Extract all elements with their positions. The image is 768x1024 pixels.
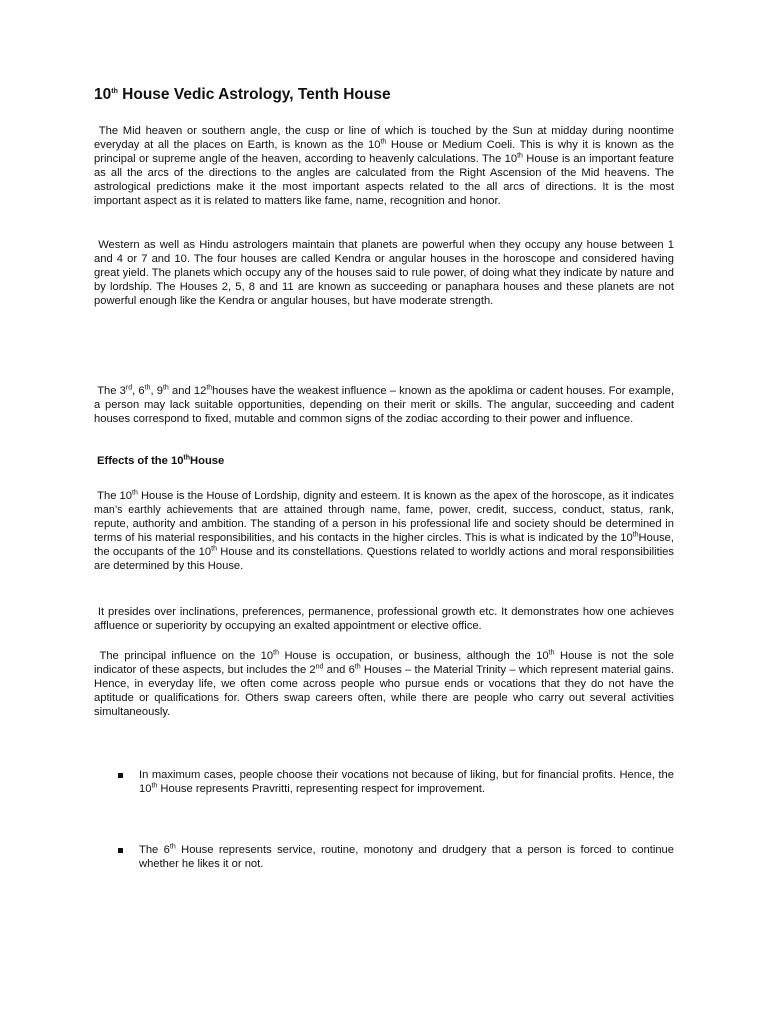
bullet-2-text-b: House represents service, routine, monotony and drudgery that a person is forced to continue whether he likes it or not.: [139, 844, 674, 871]
subhead-text: Effects of the 10: [97, 455, 184, 467]
p6-sup-c: nd: [315, 663, 324, 671]
p3-sup-a: rd: [125, 384, 133, 392]
p6-sup-d: th: [354, 663, 361, 671]
square-bullet-icon: [118, 773, 123, 778]
p3-text-e: houses have the weakest influence – known as the apoklima or cadent houses. For example, a person may lack suitable opportunities, depending on their merit or skills. The angular, succeeding and cadent houses correspond to fixed, mutable and common signs of the zodiac according to their power and influence.: [94, 385, 674, 426]
p3-text-b: , 6: [132, 385, 145, 397]
p6-text-b: House is occupation, or business, although the 10: [278, 650, 549, 662]
p6-text-c: House is not the sole indicator of these aspects, but includes the 2: [94, 650, 675, 677]
p1-text-a: The Mid heaven or southern angle, the cusp or line of which is touched by the Sun at midday during noontime everyday at all the places on Earth, is known as the 10: [94, 125, 674, 152]
paragraph-angular-houses: [94, 238, 674, 308]
square-bullet-icon: [118, 848, 123, 853]
paragraph-house-of-lordship: [94, 489, 674, 574]
p4-text-b: House is the House of Lordship, dignity and esteem. It is known as the apex of the: [137, 490, 552, 502]
p4-text-a: The 10: [97, 490, 132, 502]
p4-text-c: credit, success, conduct, status, rank, repute, authority and ambition. The standing of a person in his professional life and society should be determined in terms of his material responsibilities, and his contacts in the higher circles. This is what is indicated by the 10: [94, 504, 674, 545]
p4-text-narrow: horoscope, as it indicates man’s earthly achievements that are attained through name, fame, power,: [94, 490, 674, 517]
p5-text: It presides over inclinations, preferences, permanence, professional growth etc. It demonstrates how one achieves affluence or superiority by occupying an exalted appointment or elective office.: [94, 606, 674, 633]
title-text: House Vedic Astrology, Tenth House: [117, 86, 391, 103]
p4-text-d: House, the occupants of the 10: [94, 532, 674, 559]
p1-text-c: House is an important feature as all the arcs of the directions to the angles are calculated from the Right Ascension of the Mid heavens. The astrological predictions make it the most important aspects related to the all arcs of directions. It is the most important aspect as it is related to matters like fame, name, recognition and honor.: [94, 153, 674, 208]
section-heading-effects: [97, 455, 224, 467]
list-item: [118, 843, 674, 871]
p1-sup-b: th: [517, 152, 523, 160]
paragraph-cadent-houses: [94, 384, 674, 426]
list-item-text: [139, 768, 674, 796]
p3-text-d: and 12: [168, 385, 207, 397]
p2-text: Western as well as Hindu astrologers maintain that planets are powerful when they occupy any house between 1 and 4 or 7 and 10. The four houses are called Kendra or angular houses in the horoscope and considered having great yield. The planets which occupy any of the houses said to rule power, of doing what they indicate by nature and by lordship. The Houses 2, 5, 8 and 11 are known as succeeding or panaphara houses and these planets are not powerful enough like the Kendra or angular houses, but have moderate strength.: [94, 239, 675, 308]
p6-sup-a: th: [273, 649, 279, 657]
p4-sup-d: th: [211, 545, 217, 553]
p4-sup-a: th: [132, 489, 138, 497]
page-title: [94, 86, 391, 104]
subhead-superscript: th: [183, 454, 191, 462]
title-superscript: th: [111, 87, 118, 95]
p4-text-e: House and its constellations. Questions related to worldly actions and moral responsibilities are determined by this House.: [94, 546, 675, 573]
subhead-house: House: [190, 455, 225, 467]
p3-sup-d: th: [206, 384, 213, 392]
p3-text-a: The 3: [97, 385, 126, 397]
p6-text-a: The principal influence on the 10: [99, 650, 274, 662]
bullet-2-text-a: The 6: [139, 844, 170, 856]
paragraph-inclinations: [94, 605, 674, 633]
paragraph-principal-influence: [94, 649, 674, 719]
p3-sup-b: th: [144, 384, 151, 392]
list-item-text: [139, 843, 674, 871]
p4-sup-c: th: [632, 531, 639, 539]
p1-text-b: House or Medium Coeli. This is why it is known as the principal or supreme angle of the heaven, according to heavenly calculations. The 10: [94, 139, 674, 166]
bullet-1-text-a: In maximum cases, people choose their vocations not because of liking, but for financial profits. Hence, the 10: [139, 769, 674, 796]
title-number: 10: [94, 86, 112, 103]
bullet-1-sup: th: [151, 782, 158, 790]
p3-text-c: , 9: [150, 385, 163, 397]
bullet-1-text-b: House represents Pravritti, representing respect for improvement.: [157, 783, 485, 796]
p3-sup-c: th: [162, 384, 169, 392]
bullet-2-sup: th: [169, 843, 176, 851]
list-item: [118, 768, 674, 796]
p6-text-d: and 6: [323, 664, 355, 677]
paragraph-mid-heaven: [94, 124, 674, 209]
p6-text-e: Houses – the Material Trinity – which represent material gains. Hence, in everyday life, we often come across people who pursue ends or vocations that they do not have the aptitude or qualifications for. Others swap careers often, while there are people who carry out several activities simultaneously.: [94, 664, 675, 719]
p1-sup-a: th: [380, 138, 387, 146]
p6-sup-b: th: [548, 649, 555, 657]
